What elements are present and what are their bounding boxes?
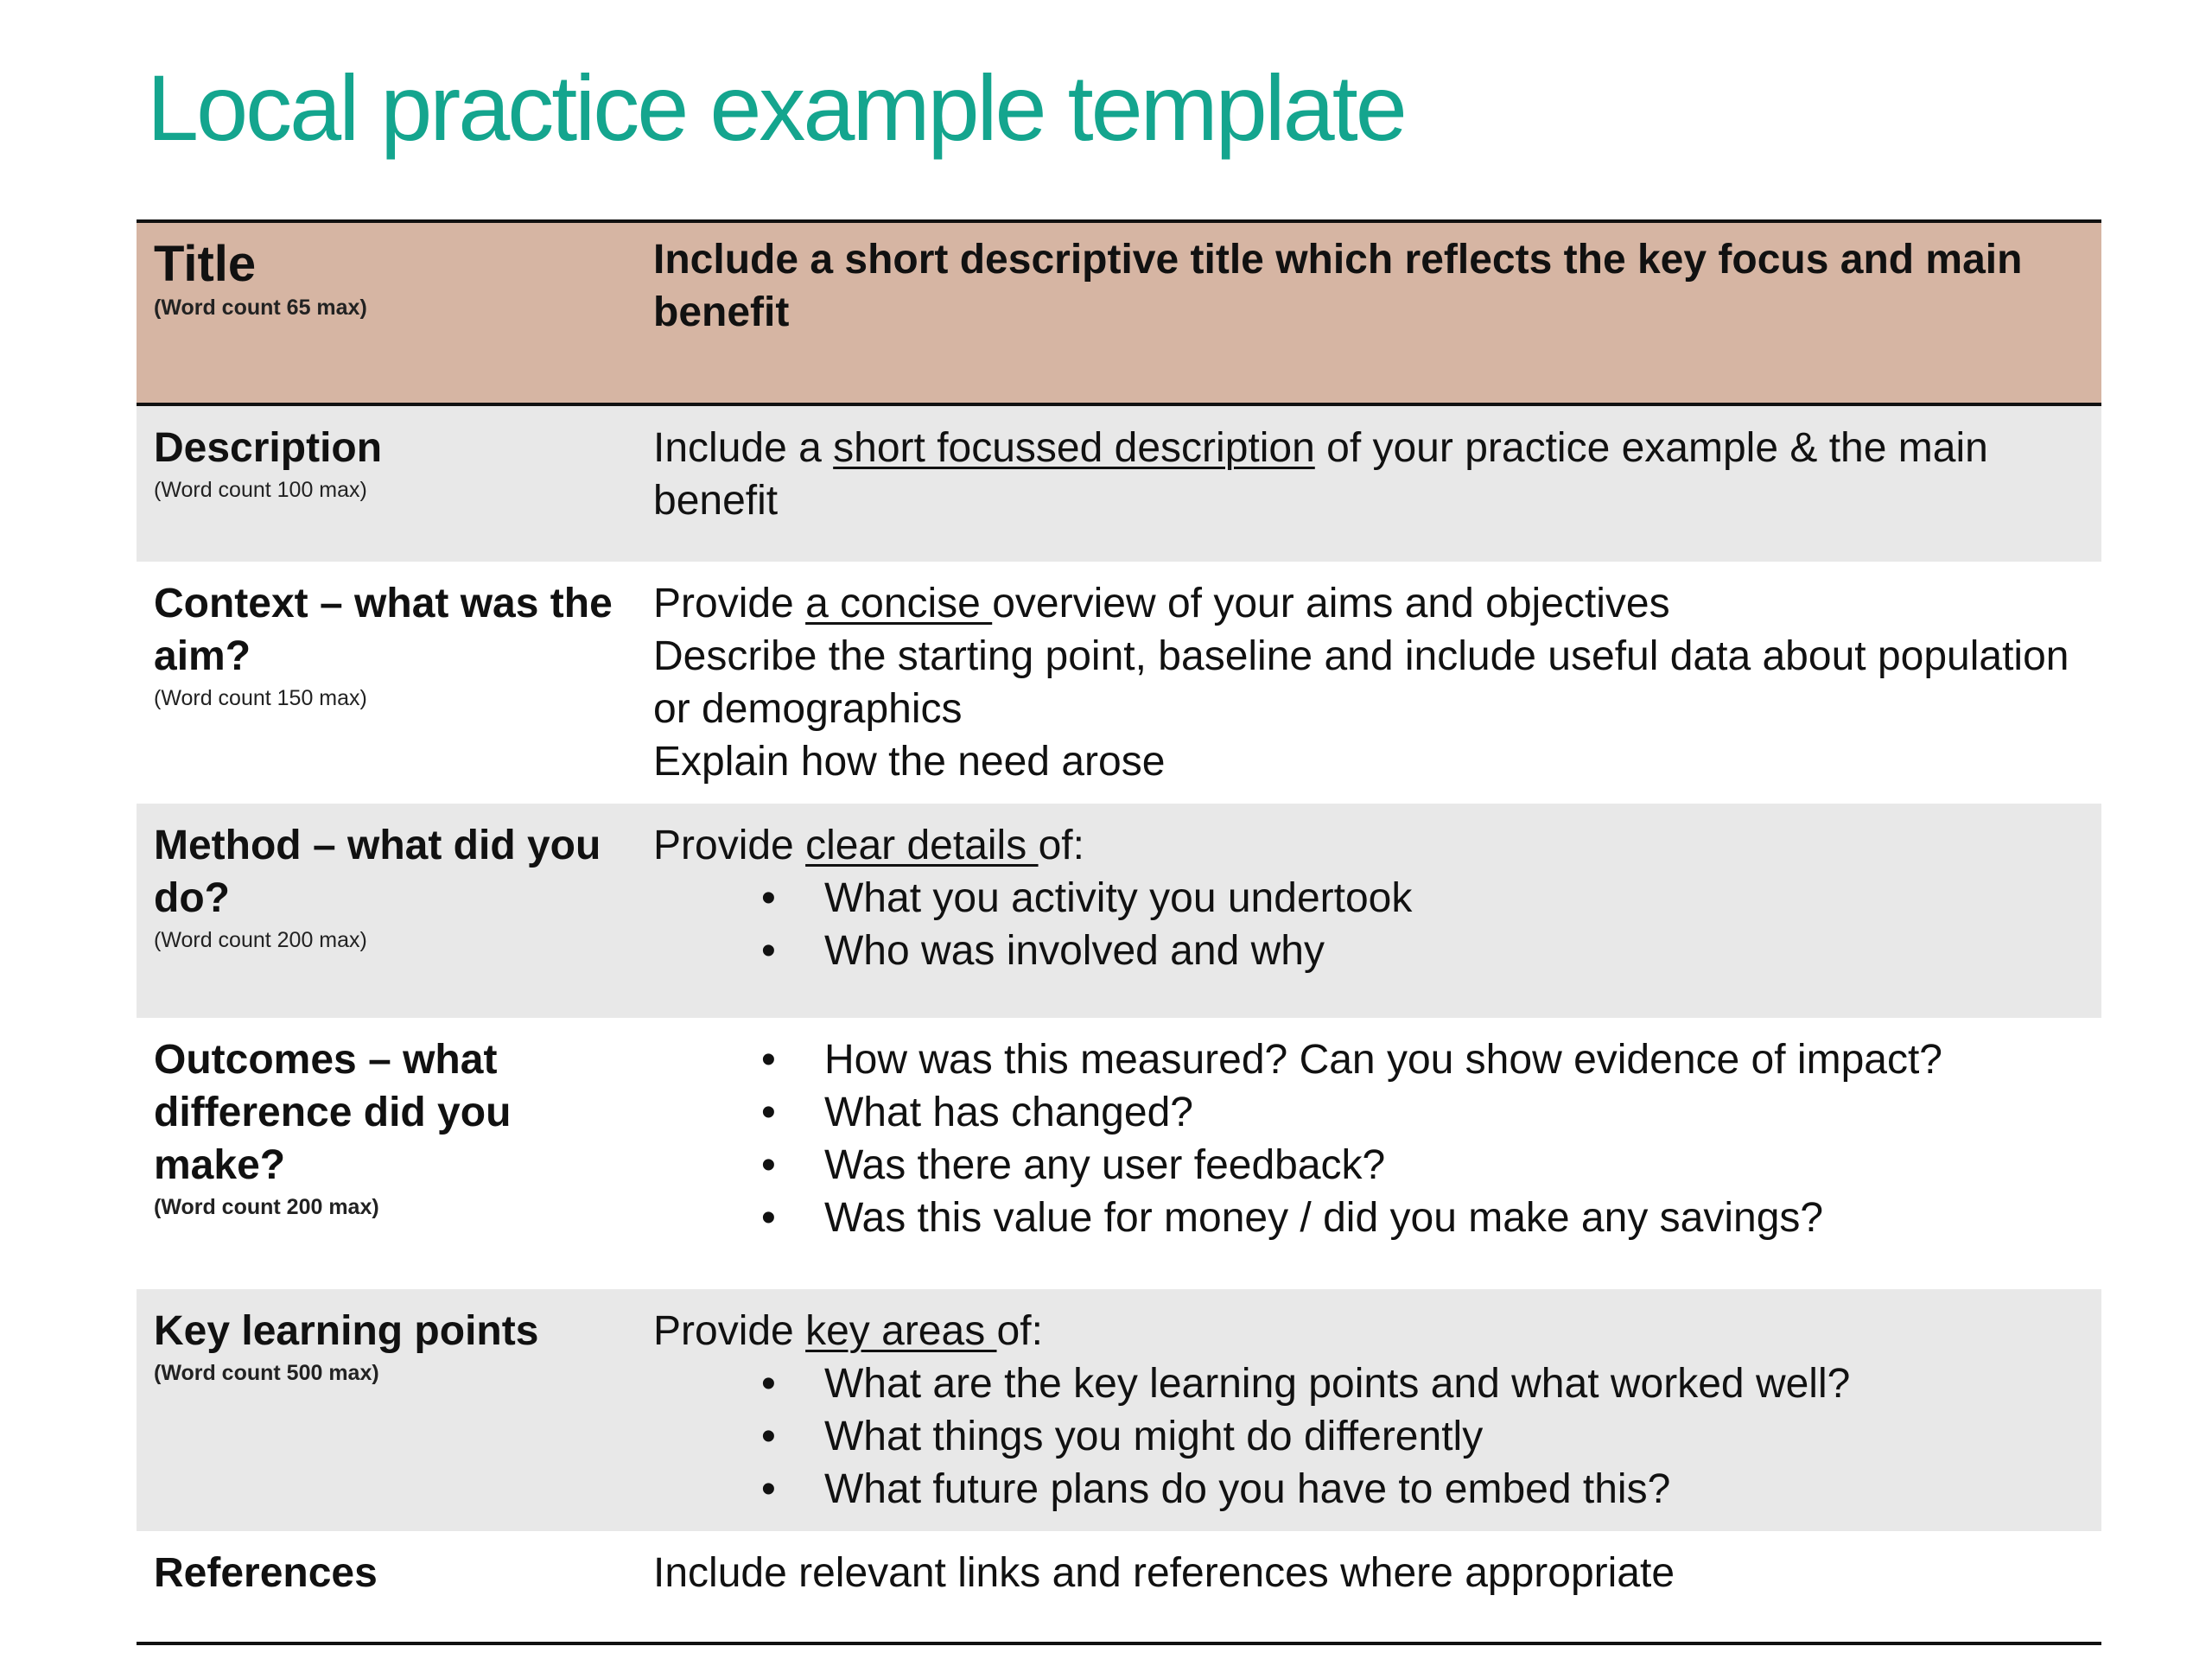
list-item: • Was this value for money / did you make any savings? xyxy=(653,1192,2088,1244)
text-run: of: xyxy=(1038,823,1084,868)
row-label xyxy=(154,237,620,323)
label-title: Title xyxy=(154,236,257,292)
row-label xyxy=(154,422,620,505)
content-line xyxy=(653,819,2088,872)
content-line: Describe the starting point, baseline and include useful data about population or demographics xyxy=(653,633,2069,732)
label-outcomes: Outcomes – what difference did you make? xyxy=(154,1037,512,1188)
label-key-learning-points: Key learning points xyxy=(154,1308,539,1354)
row-context xyxy=(137,562,2101,804)
row-content-title xyxy=(653,233,2088,339)
text-run: Provide xyxy=(653,823,806,868)
list-item: • Was there any user feedback? xyxy=(653,1139,2088,1192)
row-content-key-learning-points xyxy=(653,1305,2088,1516)
content-text: Include relevant links and references where appropriate xyxy=(653,1550,1675,1596)
label-method: Method – what did you do? xyxy=(154,823,601,921)
list-item: • What things you might do differently xyxy=(653,1410,2088,1463)
content-text xyxy=(653,422,2088,527)
text-run: Provide xyxy=(653,1308,806,1354)
bullet-list xyxy=(653,872,2088,977)
list-item: • What has changed? xyxy=(653,1086,2088,1139)
row-label xyxy=(154,819,620,956)
text-run: of your practice example & the main benefit xyxy=(653,425,1988,524)
row-title xyxy=(137,223,2101,406)
row-outcomes xyxy=(137,1018,2101,1289)
text-run: overview of your aims and objectives xyxy=(992,581,1670,626)
word-count: (Word count 200 max) xyxy=(154,1195,379,1219)
template-table xyxy=(137,219,2101,1645)
underlined-text: a concise xyxy=(805,581,993,626)
content-line: Explain how the need arose xyxy=(653,739,1166,785)
word-count: (Word count 500 max) xyxy=(154,1361,379,1385)
row-label xyxy=(154,577,620,714)
row-label xyxy=(154,1305,620,1389)
bullet-list xyxy=(653,1357,2088,1516)
list-item: • What are the key learning points and what worked well? xyxy=(653,1357,2088,1410)
row-method xyxy=(137,804,2101,1018)
row-label xyxy=(154,1547,620,1599)
list-item: • What future plans do you have to embed this? xyxy=(653,1463,2088,1516)
bullet-list xyxy=(653,1033,2088,1244)
text-run: Include a xyxy=(653,425,834,471)
word-count: (Word count 150 max) xyxy=(154,686,367,710)
row-content-outcomes xyxy=(653,1033,2088,1244)
underlined-text: short focussed description xyxy=(833,425,1315,471)
row-content-method xyxy=(653,819,2088,977)
page-title: Local practice example template xyxy=(147,55,1405,160)
row-key-learning-points xyxy=(137,1289,2101,1531)
list-item: • What you activity you undertook xyxy=(653,872,2088,925)
content-line xyxy=(653,577,2088,630)
label-description: Description xyxy=(154,425,383,471)
row-content-context xyxy=(653,577,2088,788)
word-count: (Word count 100 max) xyxy=(154,478,367,502)
row-content-references xyxy=(653,1547,2088,1599)
word-count: (Word count 200 max) xyxy=(154,928,367,952)
content-text: Include a short descriptive title which reflects the key focus and main benefit xyxy=(653,237,2023,335)
row-description xyxy=(137,406,2101,562)
list-item: • How was this measured? Can you show evidence of impact? xyxy=(653,1033,2088,1086)
row-references xyxy=(137,1531,2101,1638)
label-context: Context – what was the aim? xyxy=(154,581,613,679)
list-item: • Who was involved and why xyxy=(653,925,2088,977)
row-content-description xyxy=(653,422,2088,527)
text-run: Provide xyxy=(653,581,806,626)
content-line xyxy=(653,1305,2088,1357)
label-references: References xyxy=(154,1550,378,1596)
word-count: (Word count 65 max) xyxy=(154,296,367,320)
underlined-text: clear details xyxy=(805,823,1039,868)
underlined-text: key areas xyxy=(805,1308,997,1354)
row-label xyxy=(154,1033,620,1223)
text-run: of: xyxy=(996,1308,1043,1354)
